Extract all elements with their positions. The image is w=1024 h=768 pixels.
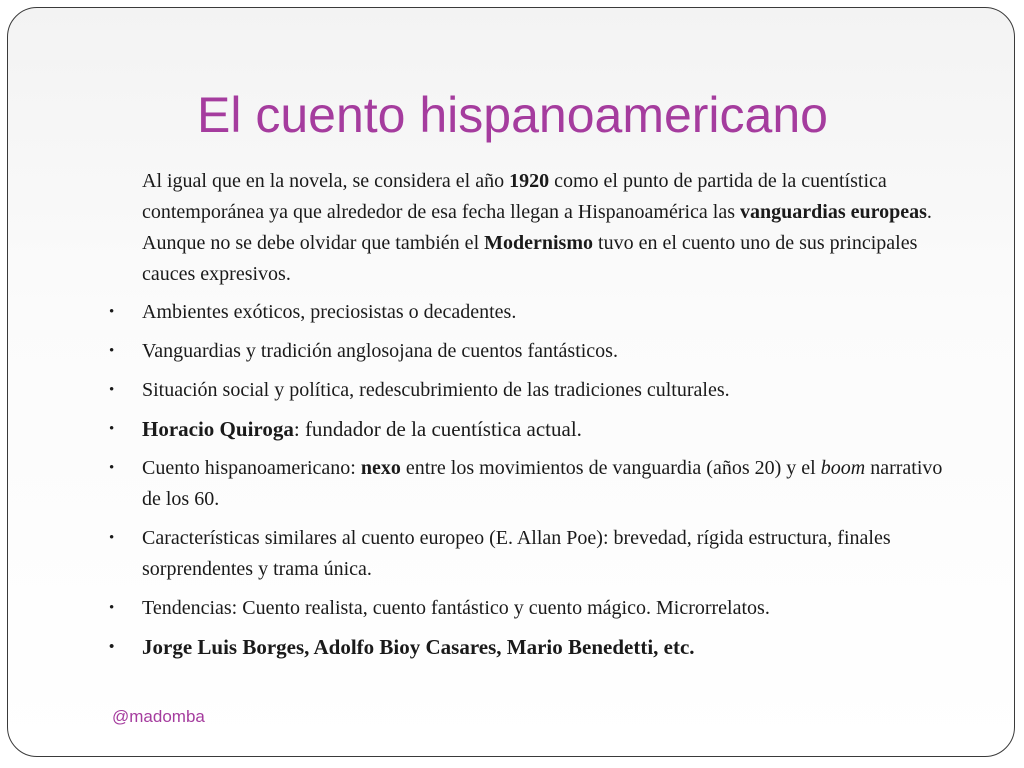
bullet-text: Características similares al cuento europeo (E. Allan Poe): brevedad, rígida estructura, finales sorprendentes y trama única.	[142, 527, 891, 580]
bullet-item	[109, 523, 944, 585]
bullet-text: narrativo de los 60.	[142, 457, 943, 510]
bullet-icon: •	[109, 460, 115, 476]
intro-modernismo: Modernismo	[484, 232, 594, 254]
bullet-text: Situación social y política, redescubrimiento de las tradiciones culturales.	[142, 379, 730, 401]
bullet-item	[109, 593, 944, 624]
bullet-item	[109, 414, 944, 445]
bullet-item	[109, 453, 944, 515]
bullet-text: Cuento hispanoamericano:	[142, 457, 361, 479]
bullet-bold-text: nexo	[360, 457, 401, 479]
bullet-text: Jorge Luis Borges, Adolfo Bioy Casares, Mario Benedetti, etc.	[142, 635, 695, 659]
intro-year: 1920	[509, 170, 550, 192]
bullet-text: Ambientes exóticos, preciosistas o decadentes.	[142, 301, 517, 323]
bullet-icon: •	[109, 343, 115, 359]
bullet-item	[109, 297, 944, 328]
bullet-text: entre los movimientos de vanguardia (años 20) y el	[400, 457, 821, 479]
footer-handle: @madomba	[112, 707, 205, 726]
slide-title: El cuento hispanoamericano	[197, 87, 828, 143]
intro-vanguardias: vanguardias europeas	[740, 201, 927, 223]
intro-text-3: . Aunque no se debe olvidar que también el	[142, 201, 932, 254]
bullet-item	[109, 336, 944, 367]
bullet-icon: •	[109, 600, 115, 616]
bullet-italic-text: boom	[820, 457, 866, 479]
slide-content	[109, 166, 944, 671]
bullet-icon: •	[109, 530, 115, 546]
intro-text-2: como el punto de partida de la cuentística contemporánea ya que alrededor de esa fecha llegan a Hispanoamérica las	[142, 170, 887, 223]
bullet-item	[109, 632, 944, 663]
bullet-icon: •	[109, 421, 115, 437]
bullet-bold-text: Horacio Quiroga	[142, 417, 294, 441]
intro-text-1: Al igual que en la novela, se considera el año	[142, 170, 510, 192]
bullet-text: : fundador de la cuentística actual.	[293, 417, 582, 441]
bullet-icon: •	[109, 382, 115, 398]
bullet-icon: •	[109, 304, 115, 320]
bullet-text: Tendencias: Cuento realista, cuento fantástico y cuento mágico. Microrrelatos.	[142, 597, 770, 619]
bullet-text: Vanguardias y tradición anglosojana de cuentos fantásticos.	[142, 340, 618, 362]
bullet-item	[109, 375, 944, 406]
intro-paragraph	[109, 166, 944, 290]
bullet-list	[109, 297, 944, 663]
bullet-icon: •	[109, 639, 115, 655]
intro-text-4: tuvo en el cuento uno de sus principales cauces expresivos.	[142, 232, 918, 285]
